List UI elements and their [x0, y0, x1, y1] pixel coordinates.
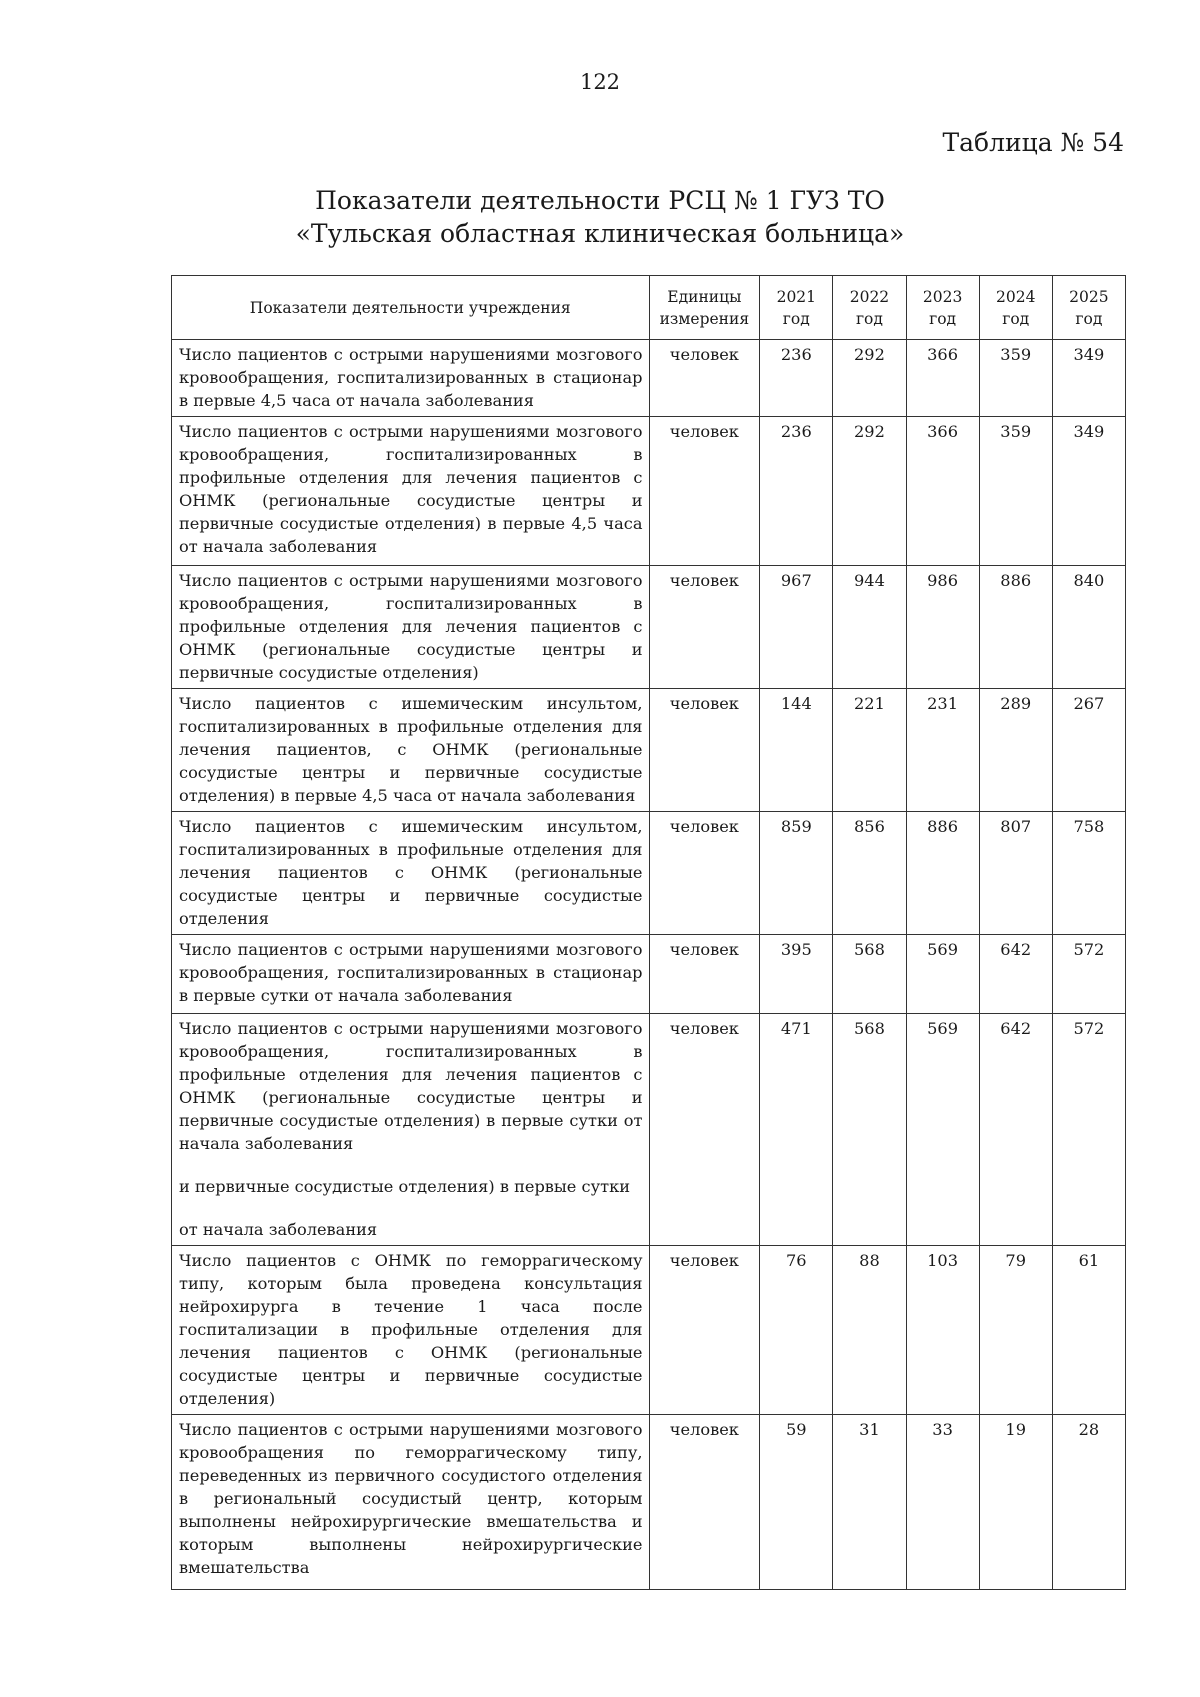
row-unit: человек — [649, 1014, 760, 1246]
table-row — [172, 935, 1126, 1014]
header-year-2024 — [979, 276, 1052, 340]
header-year-suffix: год — [929, 309, 957, 328]
header-year-2021 — [760, 276, 833, 340]
value-2025: 61 — [1052, 1246, 1125, 1415]
title-line-1: Показатели деятельности РСЦ № 1 ГУЗ ТО — [315, 186, 885, 215]
row-indicator-text: Число пациентов с ишемическим инсультом, госпитализированных в профильные отделения для лечения пациентов с ОНМК (региональные сосудистые центры и первичные сосудистые отделения — [172, 812, 650, 935]
value-2021: 236 — [760, 417, 833, 566]
row-indicator-text — [172, 1014, 650, 1246]
value-2025: 840 — [1052, 566, 1125, 689]
row-indicator-main: Число пациентов с острыми нарушениями мозгового кровообращения, госпитализированных в профильные отделения для лечения пациентов с ОНМК (региональные сосудистые центры и первичные сосудистые отделения) в первые сутки от начала заболевания — [179, 1019, 643, 1153]
value-2021: 967 — [760, 566, 833, 689]
value-2024: 359 — [979, 417, 1052, 566]
row-unit: человек — [649, 689, 760, 812]
header-year-value: 2023 — [922, 287, 963, 306]
value-2021: 76 — [760, 1246, 833, 1415]
value-2022: 221 — [833, 689, 906, 812]
value-2022: 568 — [833, 935, 906, 1014]
header-year-suffix: год — [1002, 309, 1030, 328]
value-2024: 19 — [979, 1415, 1052, 1590]
table-row — [172, 340, 1126, 417]
table-row — [172, 812, 1126, 935]
page-number: 122 — [579, 70, 621, 94]
title-line-2: «Тульская областная клиническая больница» — [295, 219, 905, 248]
value-2021: 471 — [760, 1014, 833, 1246]
row-indicator-text: Число пациентов с острыми нарушениями мозгового кровообращения, госпитализированных в профильные отделения для лечения пациентов с ОНМК (региональные сосудистые центры и первичные сосудистые отделения) в первые 4,5 часа от начала заболевания — [172, 417, 650, 566]
row-indicator-text: Число пациентов с острыми нарушениями мозгового кровообращения, госпитализированных в стационар в первые сутки от начала заболевания — [172, 935, 650, 1014]
value-2023: 33 — [906, 1415, 979, 1590]
row-unit: человек — [649, 1415, 760, 1590]
row-indicator-text: Число пациентов с острыми нарушениями мозгового кровообращения по геморрагическому типу, переведенных из первичного сосудистого отделения в региональный сосудистый центр, которым выполнены нейрохирургические вмешательства и которым выполнены нейрохирургические вмешательства — [172, 1415, 650, 1590]
indicators-table — [171, 275, 1126, 1590]
row-unit: человек — [649, 417, 760, 566]
value-2024: 359 — [979, 340, 1052, 417]
value-2023: 103 — [906, 1246, 979, 1415]
header-year-value: 2021 — [776, 287, 817, 306]
value-2022: 292 — [833, 340, 906, 417]
header-year-suffix: год — [1075, 309, 1103, 328]
table-row — [172, 689, 1126, 812]
row-indicator-text: Число пациентов с острыми нарушениями мозгового кровообращения, госпитализированных в профильные отделения для лечения пациентов с ОНМК (региональные сосудистые центры и первичные сосудистые отделения) — [172, 566, 650, 689]
table-row — [172, 1014, 1126, 1246]
table-row — [172, 417, 1126, 566]
value-2023: 986 — [906, 566, 979, 689]
header-year-2025 — [1052, 276, 1125, 340]
value-2023: 886 — [906, 812, 979, 935]
table-row — [172, 1415, 1126, 1590]
value-2024: 642 — [979, 1014, 1052, 1246]
header-unit-line-1: Единицы — [667, 287, 742, 306]
row-unit: человек — [649, 340, 760, 417]
value-2024: 807 — [979, 812, 1052, 935]
row-indicator-extra-1: и первичные сосудистые отделения) в первые сутки — [179, 1177, 630, 1196]
header-year-suffix: год — [782, 309, 810, 328]
header-unit — [649, 276, 760, 340]
value-2023: 569 — [906, 1014, 979, 1246]
value-2025: 572 — [1052, 1014, 1125, 1246]
value-2024: 79 — [979, 1246, 1052, 1415]
row-unit: человек — [649, 935, 760, 1014]
value-2022: 88 — [833, 1246, 906, 1415]
row-indicator-text: Число пациентов с острыми нарушениями мозгового кровообращения, госпитализированных в стационар в первые 4,5 часа от начала заболевания — [172, 340, 650, 417]
value-2023: 366 — [906, 340, 979, 417]
value-2023: 366 — [906, 417, 979, 566]
row-unit: человек — [649, 1246, 760, 1415]
header-year-suffix: год — [855, 309, 883, 328]
value-2022: 568 — [833, 1014, 906, 1246]
row-unit: человек — [649, 566, 760, 689]
document-title — [0, 184, 1200, 250]
value-2025: 267 — [1052, 689, 1125, 812]
value-2025: 572 — [1052, 935, 1125, 1014]
value-2021: 144 — [760, 689, 833, 812]
value-2022: 292 — [833, 417, 906, 566]
row-indicator-text: Число пациентов с ОНМК по геморрагическому типу, которым была проведена консультация нейрохирурга в течение 1 часа после госпитализации в профильные отделения для лечения пациентов с ОНМК (региональные сосудистые центры и первичные сосудистые отделения) — [172, 1246, 650, 1415]
row-indicator-extra-2: от начала заболевания — [179, 1220, 378, 1239]
value-2022: 856 — [833, 812, 906, 935]
table-row — [172, 1246, 1126, 1415]
header-year-value: 2022 — [849, 287, 890, 306]
header-year-2022 — [833, 276, 906, 340]
value-2025: 28 — [1052, 1415, 1125, 1590]
value-2022: 31 — [833, 1415, 906, 1590]
header-year-value: 2025 — [1069, 287, 1109, 306]
value-2025: 349 — [1052, 340, 1125, 417]
table-header-row — [172, 276, 1126, 340]
value-2024: 642 — [979, 935, 1052, 1014]
header-year-value: 2024 — [996, 287, 1036, 306]
value-2022: 944 — [833, 566, 906, 689]
value-2024: 886 — [979, 566, 1052, 689]
value-2021: 59 — [760, 1415, 833, 1590]
header-indicator: Показатели деятельности учреждения — [172, 276, 650, 340]
value-2023: 569 — [906, 935, 979, 1014]
value-2021: 236 — [760, 340, 833, 417]
table-label: Таблица № 54 — [942, 128, 1124, 157]
header-year-2023 — [906, 276, 979, 340]
value-2021: 395 — [760, 935, 833, 1014]
table-row — [172, 566, 1126, 689]
row-unit: человек — [649, 812, 760, 935]
value-2024: 289 — [979, 689, 1052, 812]
row-indicator-text: Число пациентов с ишемическим инсультом, госпитализированных в профильные отделения для лечения пациентов, с ОНМК (региональные сосудистые центры и первичные сосудистые отделения) в первые 4,5 часа от начала заболевания — [172, 689, 650, 812]
value-2021: 859 — [760, 812, 833, 935]
value-2023: 231 — [906, 689, 979, 812]
value-2025: 758 — [1052, 812, 1125, 935]
value-2025: 349 — [1052, 417, 1125, 566]
header-unit-line-2: измерения — [659, 309, 750, 328]
